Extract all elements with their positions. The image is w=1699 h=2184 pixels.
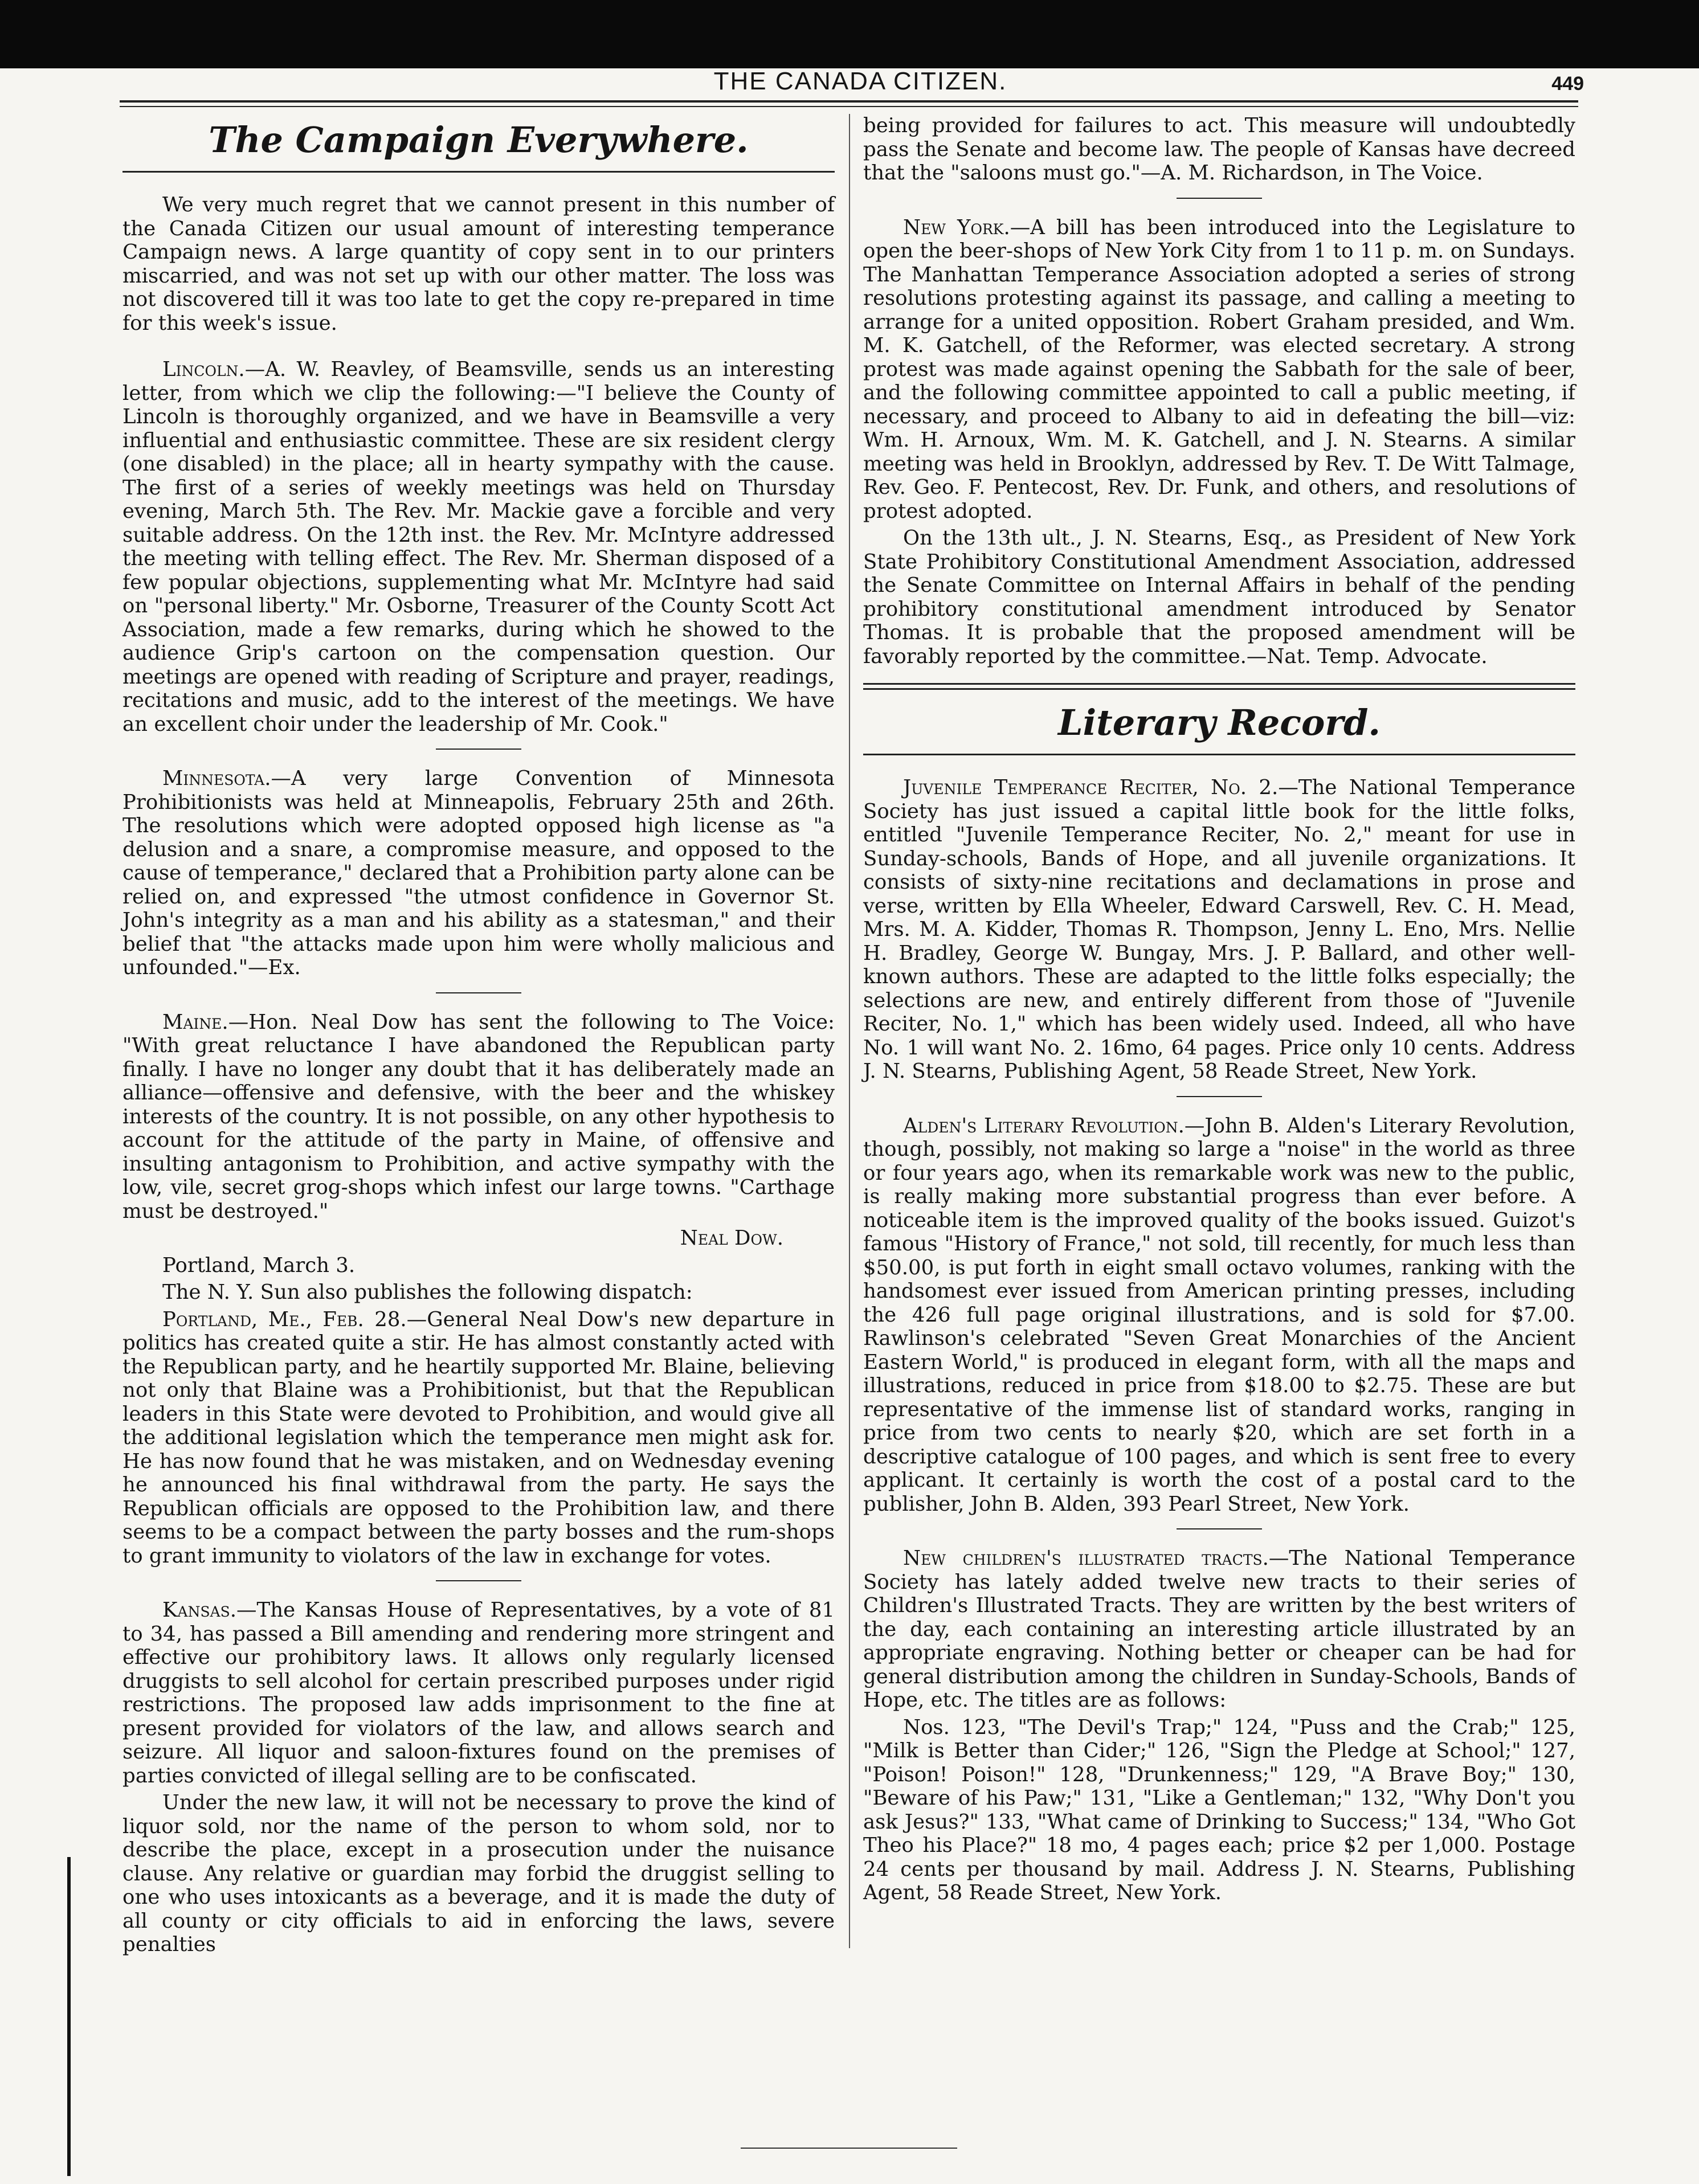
- lincoln-paragraph: [122, 358, 835, 736]
- minnesota-paragraph: [122, 767, 835, 980]
- kansas-paragraph: [122, 1598, 835, 1788]
- maine-paragraph: [122, 1011, 835, 1224]
- left-column: [122, 114, 835, 1960]
- newspaper-title: THE CANADA CITIZEN.: [713, 67, 1007, 95]
- juvenile-text: —The National Temperance Society has just issued a capital little book for the little folks, entitled "Juvenile Temperance Reciter, No. 2," meant for use in Sunday-schools, Bands of Hope, and all juvenile organizations. It consists of sixty-nine recitations and declamations in prose and verse, written by Ella Wheeler, Edward Carswell, Rev. C. H. Mead, Mrs. M. A. Kidder, Thomas R. Thompson, Jenny L. Eno, Mrs. Nellie H. Bradley, George W. Bungay, Mrs. J. P. Ballard, and other well-known authors. These are adapted to the little folks especially; the selections are new, and entirely different from those of "Juvenile Reciter, No. 1," which has been widely used. Indeed, all who have No. 1 will want No. 2. 16mo, 64 pages. Price only 10 cents. Address J. N. Stearns, Publishing Agent, 58 Reade Street, New York.: [863, 776, 1575, 1083]
- tracts-paragraph: [863, 1547, 1575, 1712]
- header-rule-bottom: [120, 106, 1578, 107]
- newyork-lead: New York.: [903, 215, 1010, 239]
- column-divider: [849, 114, 850, 1948]
- separator: [1177, 1528, 1262, 1529]
- kansas-continued: being provided for failures to act. This measure will undoubtedly pass the Senate and become law. The people of Kansas have decreed that the "saloons must go."—A. M. Richardson, in The Voice.: [863, 114, 1575, 185]
- right-column: [863, 114, 1575, 1908]
- separator: [436, 1580, 521, 1581]
- separator: [436, 992, 521, 993]
- tracts-list: Nos. 123, "The Devil's Trap;" 124, "Puss and the Crab;" 125, "Milk is Better than Cider;" 126, "Sign the Pledge at School;" 127, "Poison! Poison!" 128, "Drunkenness;" 129, "A Brave Boy;" 130, "Beware of his Paw;" 131, "Like a Gentleman;" 132, "Why Don't you ask Jesus?" 133, "What came of Drinking to Success;" 134, "Who Got Theo his Place?" 18 mo, 4 pages each; price $2 per 1,000. Postage 24 cents per thousand by mail. Address J. N. Stearns, Publishing Agent, 58 Reade Street, New York.: [863, 1715, 1575, 1904]
- section-title-campaign: The Campaign Everywhere.: [209, 119, 749, 161]
- alden-text: —John B. Alden's Literary Revolution, though, possibly, not making so large a "noise" in the world as three or four years ago, when its remarkable work was new to the public, is really making more substantial progress than ever before. A noticeable item is the improved quality of the books issued. Guizot's famous "History of France," not sold, till recently, for much less than $50.00, is put forth in eight small octavo volumes, ranking with the handsomest ever issued from American printing presses, including the 426 full page original illustrations, and is sold for $7.00. Rawlinson's celebrated "Seven Great Monarchies of the Ancient Eastern World," is produced in elegant form, with all the maps and illustrations, reduced in price from $18.00 to $2.75. These are but representative of the immense list of standard works, ranging in price from two cents to nearly $20, which are set forth in a descriptive catalogue of 100 pages, and which is sent free to every applicant. It certainly is worth the cost of a postal card to the publisher, John B. Alden, 393 Pearl Street, New York.: [863, 1114, 1575, 1516]
- separator: [1177, 198, 1262, 199]
- section-title-literary: Literary Record.: [1057, 702, 1381, 743]
- alden-lead: Alden's Literary Revolution.: [903, 1114, 1185, 1138]
- kansas-text: —The Kansas House of Representatives, by a vote of 81 to 34, has passed a Bill amending and rendering more stringent and effective our prohibitory laws. It allows only regularly licensed druggists to sell alcohol for certain prescribed purposes under rigid restrictions. The proposed law adds imprisonment to the fine at present provided for violators of the law, and allows search and seizure. All liquor and saloon-fixtures found on the premises of parties convicted of illegal selling are to be confiscated.: [122, 1598, 835, 1788]
- maine-place: Portland, March 3.: [162, 1253, 356, 1277]
- separator: [1177, 1096, 1262, 1097]
- lincoln-lead: Lincoln.: [162, 358, 245, 381]
- maine-signature-line: [122, 1226, 835, 1250]
- running-header: [120, 67, 1601, 101]
- kansas-paragraph-2: Under the new law, it will not be necessary to prove the kind of liquor sold, nor the name of the person to whom sold, nor to describe the place, except in a prosecution under the nuisance clause. Any relative or guardian may forbid the druggist selling to one who uses intoxicants as a beverage, and it is made the duty of all county or city officials to aid in enforcing the laws, severe penalties: [122, 1791, 835, 1956]
- double-rule: [863, 683, 1575, 690]
- maine-text: —Hon. Neal Dow has sent the following to The Voice: "With great reluctance I have abandoned the Republican party finally. I have no longer any doubt that it has deliberately made an alliance—offensive and defensive, with the beer and the whiskey interests of the country. It is not possible, on any other hypothesis to account for the attitude of the party in Maine, of offensive and insulting antagonism to Prohibition, and active sympathy with the low, vile, secret grog-shops which infest our large towns. "Carthage must be destroyed.": [122, 1010, 835, 1223]
- alden-paragraph: [863, 1114, 1575, 1516]
- tracts-text: —The National Temperance Society has lately added twelve new tracts to their series of Children's Illustrated Tracts. They are written by the best writers of the day, each containing an interesting article illustrated by an appropriate engraving. Nothing better or cheaper can be had for general distribution among the children in Sunday-Schools, Bands of Hope, etc. The titles are as follows:: [863, 1547, 1575, 1712]
- portland-paragraph: [122, 1308, 835, 1568]
- tracts-lead: New children's illustrated tracts.: [903, 1547, 1269, 1570]
- portland-text: —General Neal Dow's new departure in politics has created quite a stir. He has almost constantly acted with the Republican party, and he heartily supported Mr. Blaine, believing not only that Blaine was a Prohibitionist, but that the Republican leaders in this State were devoted to Prohibition, and would give all the additional legislation which the temperance men might ask for. He has now found that he was mistaken, and on Wednesday evening he announced his final withdrawal from the party. He says the Republican officials are opposed to the Prohibition law, and there seems to be a compact between the party bosses and the rum-shops to grant immunity to violators of the law in exchange for votes.: [122, 1307, 835, 1568]
- newyork-paragraph-2: On the 13th ult., J. N. Stearns, Esq., as President of New York State Prohibitory Constitutional Amendment Association, addressed the Senate Committee on Internal Affairs in behalf of the pending prohibitory constitutional amendment introduced by Senator Thomas. It is probable that the proposed amendment will be favorably reported by the committee.—Nat. Temp. Advocate.: [863, 526, 1575, 668]
- maine-signature: Neal Dow.: [680, 1226, 783, 1250]
- portland-lead: Portland, Me., Feb. 28.: [162, 1307, 407, 1331]
- section-rule: [122, 171, 835, 173]
- page-number: 449: [1551, 73, 1584, 95]
- top-dark-band: [0, 0, 1699, 68]
- newyork-paragraph: [863, 216, 1575, 523]
- bottom-rule: [741, 2148, 957, 2149]
- kansas-lead: Kansas.: [162, 1598, 237, 1622]
- newyork-text: —A bill has been introduced into the Legislature to open the beer-shops of New York City from 1 to 11 p. m. on Sundays. The Manhattan Temperance Association adopted a series of strong resolutions protesting against its passage, and calling a meeting to arrange for a united opposition. Robert Graham presided, and Wm. M. K. Gatchell, of the Reformer, was elected secretary. A strong protest was made against opening the Sabbath for the sale of beer, and the following committee appointed to call a public meeting, if necessary, and proceed to Albany to aid in defeating the bill—viz: Wm. H. Arnoux, Wm. M. K. Gatchell, and J. N. Stearns. A similar meeting was held in Brooklyn, addressed by Rev. T. De Witt Talmage, Rev. Geo. F. Pentecost, Rev. Dr. Funk, and others, and resolutions of protest adopted.: [863, 215, 1575, 523]
- maine-sun: The N. Y. Sun also publishes the following dispatch:: [162, 1281, 693, 1304]
- section-rule: [863, 754, 1575, 755]
- lincoln-text: —A. W. Reavley, of Beamsville, sends us an interesting letter, from which we clip the following:—"I believe the County of Lincoln is thoroughly organized, and we have in Beamsville a very influential and enthusiastic committee. These are six resident clergy (one disabled) in the place; all in hearty sympathy with the cause. The first of a series of weekly meetings was held on Thursday evening, March 5th. The Rev. Mr. Mackie gave a forcible and very suitable address. On the 12th inst. the Rev. Mr. McIntyre addressed the meeting with telling effect. The Rev. Mr. Sherman disposed of a few popular objections, supplementing what Mr. McIntyre had said on "personal liberty." Mr. Osborne, Treasurer of the County Scott Act Association, made a few remarks, during which he showed to the audience Grip's cartoon on the compensation question. Our meetings are opened with reading of Scripture and prayer, readings, recitations and music, add to the interest of the meetings. We have an excellent choir under the leadership of Mr. Cook.": [122, 358, 835, 736]
- header-rule-top: [120, 100, 1578, 103]
- binding-edge-mark: [67, 1857, 71, 2176]
- intro-paragraph: We very much regret that we cannot present in this number of the Canada Citizen our usual amount of interesting temperance Campaign news. A large quantity of copy sent in to our printers miscarried, and was not set up with our other matter. The loss was not discovered till it was too late to get the copy re-prepared in time for this week's issue.: [122, 193, 835, 335]
- maine-lead: Maine.: [162, 1010, 228, 1034]
- minnesota-text: —A very large Convention of Minnesota Prohibitionists was held at Minneapolis, February 25th and 26th. The resolutions which were adopted opposed high license as "a delusion and a snare, a compromise measure, and opposed to the cause of temperance," declared that a Prohibition party alone can be relied on, and expressed "the utmost confidence in Governor St. John's integrity as a man and his ability as a statesman," and their belief that "the attacks made upon him were wholly malicious and unfounded."—Ex.: [122, 767, 835, 979]
- minnesota-lead: Minnesota.: [162, 767, 271, 790]
- juvenile-lead: Juvenile Temperance Reciter, No. 2.: [903, 776, 1279, 799]
- juvenile-paragraph: [863, 776, 1575, 1083]
- separator: [436, 749, 521, 750]
